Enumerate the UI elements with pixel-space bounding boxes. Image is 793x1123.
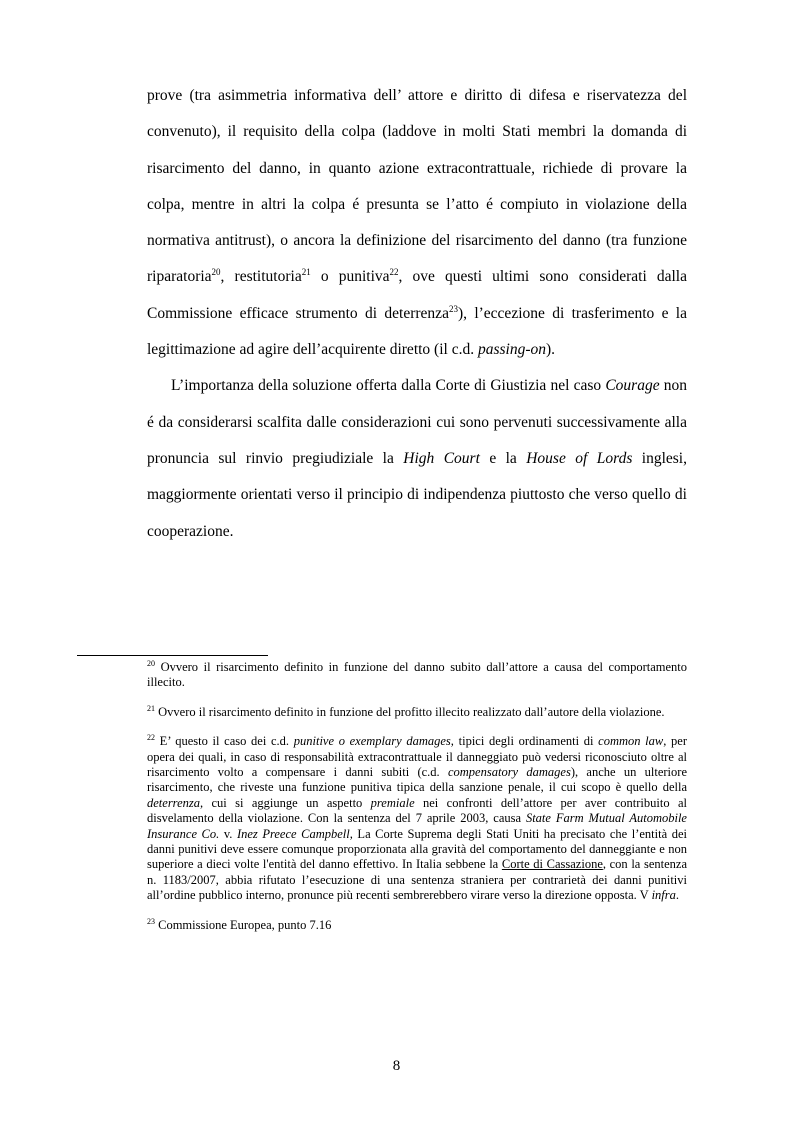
footnote-separator (77, 655, 268, 656)
italic-term: passing-on (477, 341, 547, 359)
italic-term: Courage (605, 377, 660, 395)
footnote-number: 20 (147, 658, 155, 668)
footnote-ref-23[interactable]: 23 (448, 303, 458, 314)
italic-term: premiale (370, 795, 415, 810)
text-run: e la (479, 449, 527, 467)
footnote-text: v. (219, 826, 237, 841)
footnote-number: 22 (147, 733, 155, 743)
footnote-21 (147, 705, 687, 720)
italic-term: infra (651, 888, 676, 903)
footnote-number: 21 (147, 703, 155, 713)
italic-term: common law (598, 734, 664, 749)
text-run: , ove questi ultimi sono considerati dalla Commissione efficace strumento di deterrenza (147, 268, 687, 322)
italic-term: compensatory damages (447, 765, 571, 780)
footnote-text: Ovvero il risarcimento definito in funzione del danno subito dall’attore a causa del comportamento illecito. (147, 660, 687, 690)
footnote-ref-20[interactable]: 20 (211, 267, 221, 278)
text-run: ). (546, 341, 556, 359)
italic-term: State Farm Mutual Automobile Insurance Co. (147, 811, 687, 841)
underlined-link[interactable]: Corte di Cassazione (501, 857, 603, 872)
footnote-text: tipici degli ordinamenti di (453, 734, 599, 749)
footnote-text: . (675, 888, 680, 903)
footnote-23 (147, 918, 687, 933)
italic-term: High Court (403, 449, 480, 467)
paragraph-1 (147, 78, 687, 368)
main-text (147, 78, 687, 550)
footnote-text: ), anche un ulteriore risarcimento, che riveste una funzione punitiva tipica della sanzione penale, il cui scopo è quello della (147, 765, 687, 795)
footnote-ref-21[interactable]: 21 (301, 267, 311, 278)
footnote-text: , per opera dei quali, in caso di responsabilità extracontrattuale il danneggiato può vedersi riconosciuto oltre al risarcimento volto a compensare i danni subiti (c.d. (147, 734, 687, 780)
text-run: prove (tra asimmetria informativa dell’ attore e diritto di difesa e riservatezza del convenuto), il requisito della colpa (laddove in molti Stati membri la domanda di risarcimento del danno, in quanto azione extracontrattuale, richiede di provare la colpa, mentre in altri la colpa é presunta se l’atto é compiuto in violazione della normativa antitrust), o ancora la definizione del risarcimento del danno (tra funzione riparatoria (147, 87, 687, 286)
italic-term: deterrenza, (147, 795, 204, 810)
footnote-20 (147, 660, 687, 691)
text-run: inglesi, maggiormente orientati verso il principio di indipendenza piuttosto che verso quello di cooperazione. (147, 449, 687, 540)
footnote-ref-22[interactable]: 22 (389, 267, 399, 278)
footnote-text: , con la sentenza n. 1183/2007, abbia rifutato l’esecuzione di una sentenza straniera per contrarietà dei danni punitivi all’ordine pubblico interno, pronunce più recenti sembrerebbero virare verso la direzione opposta. V (147, 857, 687, 903)
paragraph-2 (147, 368, 687, 549)
page-number: 8 (392, 1058, 401, 1074)
footnote-22 (147, 734, 687, 903)
footnote-text: La Corte Suprema degli Stati Uniti ha precisato che l’entità dei danni punitivi deve essere comunque proporzionata alla gravità del comportamento del danneggiante e non superiore a dieci volte l'entità del danno effettivo. In Italia sebbene la (147, 826, 687, 872)
footnotes (147, 660, 687, 947)
footnote-text: E’ questo il caso dei c.d. (155, 734, 294, 749)
footnote-number: 23 (147, 916, 155, 926)
italic-term: Inez Preece Campbell, (236, 826, 353, 841)
italic-term: House of Lords (526, 449, 633, 467)
text-run: , restitutoria (220, 268, 302, 286)
text-run: non é da considerarsi scalfita dalle considerazioni cui sono pervenuti successivamente alla pronuncia sul rinvio pregiudiziale la (147, 377, 688, 467)
text-run: ), l’eccezione di trasferimento e la legittimazione ad agire dell’acquirente diretto (il c.d. (147, 304, 687, 359)
footnote-text: nei confronti dell’attore per aver contribuito al disvelamento della violazione. Con la sentenza del 7 aprile 2003, causa (147, 795, 687, 826)
italic-term: punitive o exemplary damages, (293, 734, 454, 749)
text-run: o punitiva (310, 268, 390, 286)
footnote-text: Ovvero il risarcimento definito in funzione del profitto illecito realizzato dall’autore della violazione. (155, 704, 665, 719)
footnote-text: cui si aggiunge un aspetto (203, 795, 371, 810)
footnote-text: Commissione Europea, punto 7.16 (155, 917, 332, 932)
text-run: L’importanza della soluzione offerta dalla Corte di Giustizia nel caso (171, 377, 606, 395)
